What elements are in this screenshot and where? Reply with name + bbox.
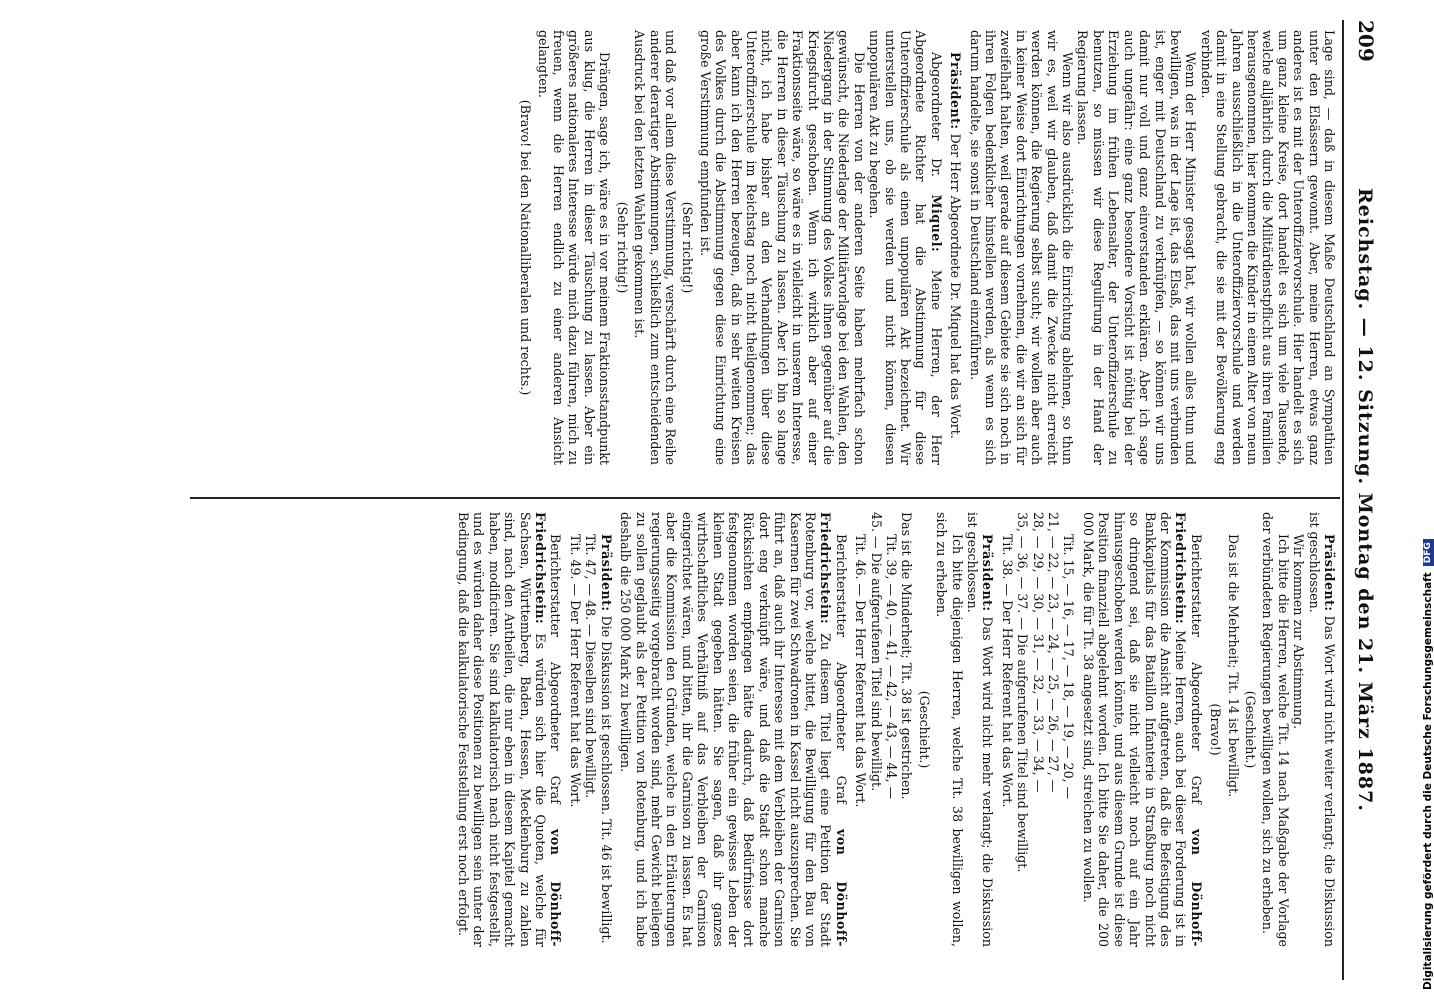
speech-text: Das Wort wird nicht weiter verlangt; die Diskussion ist geschlossen.: [1306, 512, 1337, 947]
speaker-name: von Dönhoff-Friedrichstein:: [1173, 512, 1204, 947]
speaker-paragraph: [1081, 512, 1204, 947]
speaker-intro: Berichterstatter Abgeordneter Graf: [1188, 534, 1204, 830]
speech-text: Meine Herren, auch bei dieser Forderung ist in der Kommission die Ansicht aufgetreten, daß die Befestigung des Bankkapitals für das Bataillon Infanterie in Straßburg noch nicht so dringend sei, daß sie nicht vielleicht noch auf ein Jahr hinausgeschoben werden könnte, und aus diesem Grunde ist diese Position finanziell abgelehnt worden. Ich bitte Sie daher, die 200 000 Mark, die für Tit. 38 angesetzt sind, streichen zu wollen.: [1080, 512, 1189, 947]
paragraph: Wir kommen zur Abstimmung.: [1291, 534, 1307, 730]
reaction: (Sehr richtig!): [614, 201, 630, 294]
left-column: [97, 30, 1337, 465]
speaker-name: von Dönhoff-Friedrichstein:: [533, 512, 564, 947]
speech-text: Zu diesem Titel liegt eine Petition der Stadt Rotenburg vor, welche bittet, die Bewilligung für den Bau von Kasernen für zwei Schwadronen in Kassel nicht auszusprechen. Sie führt an, daß auch ihr Interesse mit dem Verbleiben der Garnison dort eng verknüpft wäre, und daß die Stadt schon manche Rücksichten empfangen hätte dadurch, daß Bedürfnisse dort festgenommen worden seien, die früher ein gewisses Leben der kleinen Stadt gegeben hätten. Sie sagen, daß ihr ganzes wirthschaftliches Verhältniß auf das Verbleiben der Garnison eingerichtet wären, und bitten, ihr die Garnison zu lassen. Es hat aber die Kommission den Gründen, welche in den Erläuterungen regierungsseitig vorgebracht worden sind, mehr Gewicht beilegen zu sollen geglaubt als der Petition von Rotenburg, und ich habe deshalb die 250 000 Mark zu bewilligen.: [618, 512, 834, 947]
reaction: (Bravo! bei den Nationalliberalen und rechts.): [518, 99, 534, 396]
funding-sidebar: [1412, 0, 1432, 1000]
title-list-line: 21, — 22, — 23, — 24, — 25, — 26, — 27, —: [1046, 512, 1062, 793]
reaction: (Bravo!): [1208, 703, 1224, 756]
speaker-role: Präsident:: [948, 52, 964, 130]
speech-text: Es würden sich hier die Quoten, welche für Sachsen, Württemberg, Baden, Hessen, Mecklenburg zu zahlen sind, nach den Antheilen, die nur eben in diesem Kapitel gemacht haben, modificiren. Sie sind kalkulatorisch nach nicht festgestellt, und es würden daher diese Positionen zu bewilligen sein unter der Bedingung, daß die kalkulatorische Feststellung erst noch erfolgt.: [456, 512, 549, 947]
paragraph: Wenn der Herr Minister gesagt hat, wir wollen alles thun und bewilligen, was in der Lage ist, das Elsaß, das mit uns verbunden ist, enger mit Deutschland zu verknüpfen, — so können wir uns damit nur voll und ganz einverstanden erklären. Aber ich sage auch ungefähr: eine ganz besondere Vorsicht ist nöthig bei der Erziehung im frühen Lebensalter, der Unteroffizierschule zu benutzen, so müssen wir diese Regulirung in der Hand der Regierung lassen.: [1075, 30, 1199, 465]
title-list-line: Tit. 38. — Der Herr Referent hat das Wort.: [999, 534, 1015, 808]
dfg-logo: DFG: [1423, 539, 1434, 566]
funding-note: [1422, 539, 1434, 990]
paragraph: und daß vor allem diese Verstimmung, verschärft durch eine Reihe anderer derartiger Abstimmungen, schließlich zum entscheidenden Ausdruck bei den letzten Wahlen gekommen ist.: [632, 30, 678, 465]
speaker-paragraph: [948, 30, 963, 465]
paragraph: Tit. 46. — Der Herr Referent hat das Wort.: [853, 534, 869, 808]
speaker-role: Präsident:: [598, 534, 614, 612]
speaker-role: Präsident:: [1322, 534, 1337, 612]
paragraph: Tit. 39, — 40, — 41, — 42, — 43, — 44, —: [884, 534, 900, 800]
speaker-name: von Dönhoff-Friedrichstein:: [818, 512, 849, 947]
paragraph: Das ist die Minderheit; Tit. 38 ist gestrichen.: [899, 512, 915, 800]
speaker-intro: Berichterstatter Abgeordneter Graf: [548, 534, 564, 830]
reaction: (Geschieht.): [916, 690, 932, 769]
speaker-name: Miquel:: [928, 194, 944, 253]
page-header: [1350, 20, 1380, 980]
paragraph: Tit. 49. — Der Herr Referent hat das Wort.: [567, 534, 583, 808]
right-column: [97, 512, 1337, 947]
paragraph: Wenn wir also ausdrücklich die Einrichtung ablehnen, so thun wir es, weil wir glauben, daß damit die Zwecke nicht erreicht werden können, die Regierung selbst sucht; wir wollen aber auch in keiner Weise dort Einrichtungen vornehmen, die wir an sich für zweifelhaft halten, weil gerade auf diesem Gebiete sie sich noch in ihren Folgen bedenklicher hinstellen werden, als wenn es sich darum handelte, sie sonst in Deutschland einzuführen.: [967, 30, 1076, 465]
paragraph: Ich bitte diejenigen Herren, welche Tit. 38 bewilligen wollen, sich zu erheben.: [934, 512, 965, 947]
funding-text: Digitalisierung gefördert durch die Deutsche Forschungsgemeinschaft: [1422, 572, 1434, 990]
paragraph: Lage sind, — daß in diesem Maße Deutschland an Sympathien unter den Elsässern gewonnt. Aber, meine Herren, etwas ganz anderes ist es mit der Unteroffiziervorschule. Hier handelt es sich um ganz kleine Kreise, dort handelt es sich um viele Tausende, welche alljährlich durch die Militärdienstpflicht aus ihren Familien herausgenommen, hier kommen die Kinder in einem Alter von neun Jahren ausschließlich in die Unteroffiziervorschule und werden damit in eine Stellung gebracht, die sie mit der Bevölkerung eng verbinden.: [1198, 30, 1337, 465]
reaction: (Geschieht.): [1242, 690, 1258, 769]
speaker-paragraph: [456, 512, 564, 947]
paragraph: Tit. 47, — 48. — Dieselben sind bewilligt.: [583, 534, 599, 799]
speech-text: Das Wort wird nicht mehr verlangt; die Diskussion ist geschlossen.: [965, 512, 996, 947]
speaker-paragraph: [965, 512, 996, 947]
paragraph: Ich bitte die Herren, welche Tit. 14 nach Maßgabe der Vorlage der verbündeten Regierungen bewilligen wollen, sich zu erheben.: [1260, 512, 1291, 947]
paragraph: 45. — Die aufgerufenen Titel sind bewilligt.: [868, 512, 884, 792]
title-list-line: 35, — 36, — 37. — Die aufgerufenen Titel sind bewilligt.: [1015, 512, 1031, 873]
column-divider: [190, 497, 1340, 499]
speaker-paragraph: [618, 512, 849, 947]
title-list-line: Tit. 15, — 16, — 17, — 18, — 19, — 20, —: [1061, 534, 1077, 800]
paragraph: Die Herren von der anderen Seite haben mehrfach schon gewünscht, die Niederlage der Militärvorlage bei den Wahlen, den Niedergang in der Stimmung des Volkes ihnen gegenüber auf die Kriegsfurcht geschoben. Wenn ich wirklich aber auf einer Fraktionsseite wäre, so wäre es in vielleicht in unserem Interesse, die Herren in dieser Täuschung zu lassen. Aber ich bin so lange nicht, ich habe bisher an den Verhandlungen über diese Unteroffizierschule im Reichstag noch nicht theilgenommen; das aber kann ich den Herren bezeugen, daß in sehr weiten Kreisen des Volkes durch die Abstimmung gegen diese Einrichtung eine große Verstimmung empfunden ist.: [697, 30, 867, 465]
speaker-role: Präsident:: [980, 534, 996, 612]
speaker-paragraph: [1306, 512, 1337, 947]
speaker-intro: Abgeordneter Dr.: [928, 52, 944, 195]
speech-text: Der Herr Abgeordnete Dr. Miquel hat das Wort.: [948, 129, 964, 439]
reaction: (Sehr richtig!): [680, 201, 696, 294]
paragraph: Das ist die Mehrheit; Tit. 14 ist bewilligt.: [1225, 534, 1241, 798]
header-rule: [1342, 20, 1344, 980]
page-number: 209: [1354, 20, 1378, 62]
speech-text: Meine Herren, der Herr Abgeordnete Richter hat die Abstimmung für diese Unteroffizierschule als einen unpopulären Akt bezeichnet. Wir unterstellen uns, ob sie werden und nicht können, diesen unpopulären Akt zu begehen.: [867, 30, 944, 465]
title-list-line: 28, — 29, — 30, — 31, — 32, — 33, — 34, —: [1030, 512, 1046, 793]
speaker-paragraph: [598, 512, 613, 947]
speaker-paragraph: [867, 30, 944, 465]
paragraph: Drängen, sage ich, wäre es in vor meinem Fraktionsstandpunkt aus klug, die Herren in dieser Täuschung zu lassen. Aber ein größeres nationaleres Interesse würde mich dazu führen, mich zu freuen, wenn die Herren endlich zu einer anderen Ansicht gelangten.: [535, 30, 613, 465]
speaker-intro: Berichterstatter Abgeordneter Graf: [833, 534, 849, 830]
speech-text: Die Diskussion ist geschlossen. Tit. 46 ist bewilligt.: [598, 611, 614, 944]
running-head: Reichstag. — 12. Sitzung. Montag den 21. März 1887.: [1354, 188, 1376, 812]
